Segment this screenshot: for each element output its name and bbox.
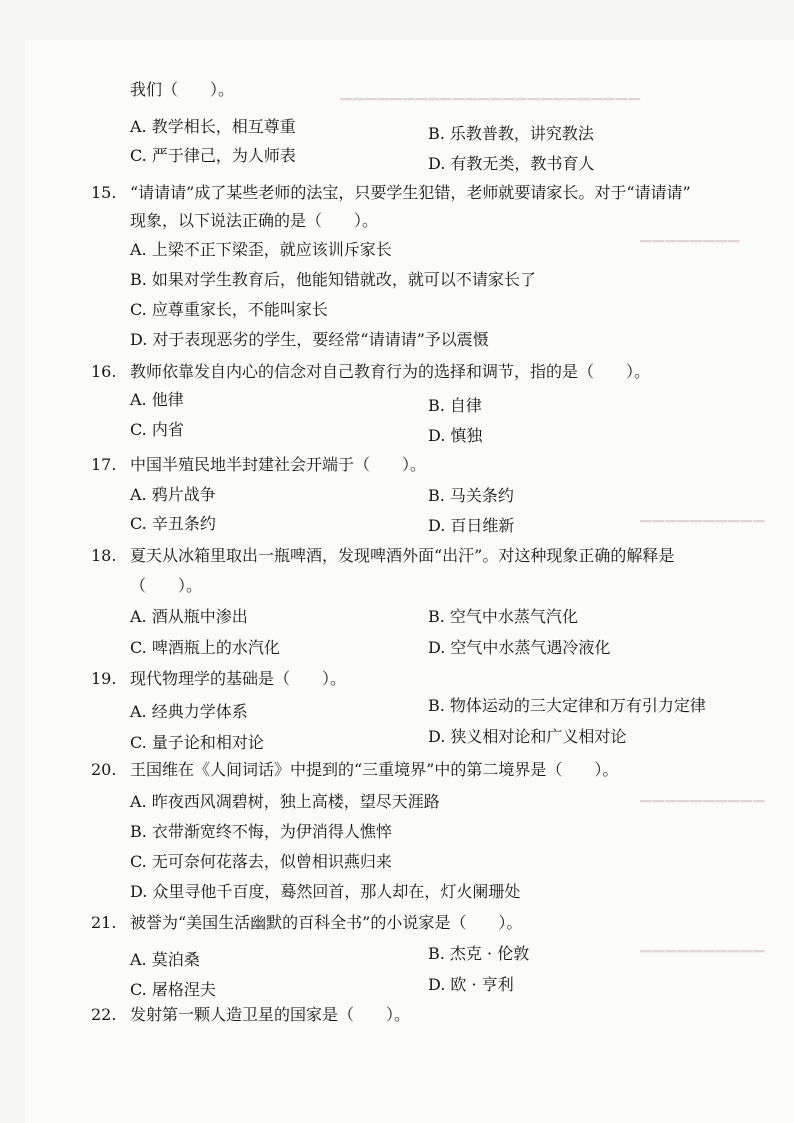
question-stem: 我们（ ）。	[130, 80, 235, 99]
option-b: B. 乐教普教，讲究教法	[428, 124, 594, 143]
option-b: B. 杰克 · 伦敦	[428, 944, 530, 963]
option-c: C. 屠格涅夫	[130, 980, 216, 999]
question-stem: 发射第一颗人造卫星的国家是（ ）。	[130, 1005, 411, 1024]
option-a: A. 教学相长，相互尊重	[130, 117, 296, 136]
option-b: B. 物体运动的三大定律和万有引力定律	[428, 696, 706, 715]
option-a: A. 上梁不正下梁歪，就应该训斥家长	[130, 240, 392, 259]
option-a: A. 莫泊桑	[130, 950, 200, 969]
option-d: D. 对于表现恶劣的学生，要经常“请请请”予以震慑	[130, 330, 489, 349]
option-d: D. 狭义相对论和广义相对论	[428, 727, 627, 746]
option-b: B. 如果对学生教育后，他能知错就改，就可以不请家长了	[130, 270, 536, 289]
question-number: 18.	[91, 546, 117, 565]
bleed-through-mark: ▔▔▔▔▔▔▔▔▔▔	[640, 800, 766, 818]
option-a: A. 昨夜西风凋碧树，独上高楼，望尽天涯路	[130, 792, 440, 811]
option-b: B. 衣带渐宽终不悔，为伊消得人憔悴	[130, 822, 392, 841]
bleed-through-mark: ▔▔▔▔▔▔▔▔▔▔▔▔▔▔▔▔▔▔▔▔▔▔▔▔	[340, 98, 641, 116]
question-number: 20.	[91, 760, 117, 779]
option-a: A. 酒从瓶中渗出	[130, 607, 248, 626]
question-stem: “请请请”成了某些老师的法宝，只要学生犯错，老师就要请家长。对于“请请请”	[130, 183, 691, 202]
option-d: D. 欧 · 亨利	[428, 975, 514, 994]
question-stem: 现象，以下说法正确的是（ ）。	[130, 211, 379, 230]
option-c: C. 啤酒瓶上的水汽化	[130, 638, 280, 657]
question-stem: 夏天从冰箱里取出一瓶啤酒，发现啤酒外面“出汗”。对这种现象正确的解释是	[130, 546, 675, 565]
option-c: C. 严于律己，为人师表	[130, 146, 296, 165]
question-number: 22.	[91, 1005, 117, 1024]
option-c: C. 辛丑条约	[130, 514, 216, 533]
question-number: 17.	[91, 455, 117, 474]
question-stem: 王国维在《人间词话》中提到的“三重境界”中的第二境界是（ ）。	[130, 760, 619, 779]
option-d: D. 慎独	[428, 426, 483, 445]
option-b: B. 马关条约	[428, 486, 514, 505]
option-c: C. 内省	[130, 420, 184, 439]
option-a: A. 经典力学体系	[130, 702, 248, 721]
question-number: 21.	[91, 913, 117, 932]
option-c: C. 量子论和相对论	[130, 733, 264, 752]
option-b: B. 自律	[428, 396, 482, 415]
question-stem: 现代物理学的基础是（ ）。	[130, 669, 347, 688]
option-d: D. 众里寻他千百度，蓦然回首，那人却在，灯火阑珊处	[130, 882, 521, 901]
question-number: 15.	[91, 183, 117, 202]
option-d: D. 百日维新	[428, 516, 515, 535]
bleed-through-mark: ▔▔▔▔▔▔▔▔▔▔	[640, 520, 766, 538]
option-c: C. 无可奈何花落去，似曾相识燕归来	[130, 852, 392, 871]
option-d: D. 空气中水蒸气遇冷液化	[428, 638, 611, 657]
question-stem: （ ）。	[130, 576, 203, 595]
option-a: A. 鸦片战争	[130, 485, 216, 504]
option-b: B. 空气中水蒸气汽化	[428, 607, 578, 626]
question-stem: 被誉为“美国生活幽默的百科全书”的小说家是（ ）。	[130, 913, 523, 932]
question-number: 16.	[91, 362, 117, 381]
question-stem: 教师依靠发自内心的信念对自己教育行为的选择和调节，指的是（ ）。	[130, 362, 651, 381]
option-d: D. 有教无类，教书育人	[428, 154, 595, 173]
bleed-through-mark: ▔▔▔▔▔▔▔▔▔▔	[640, 950, 766, 968]
question-number: 19.	[91, 669, 117, 688]
question-stem: 中国半殖民地半封建社会开端于（ ）。	[130, 455, 427, 474]
option-c: C. 应尊重家长，不能叫家长	[130, 300, 328, 319]
bleed-through-mark: ▔▔▔▔▔▔▔▔	[640, 240, 741, 258]
option-a: A. 他律	[130, 390, 184, 409]
